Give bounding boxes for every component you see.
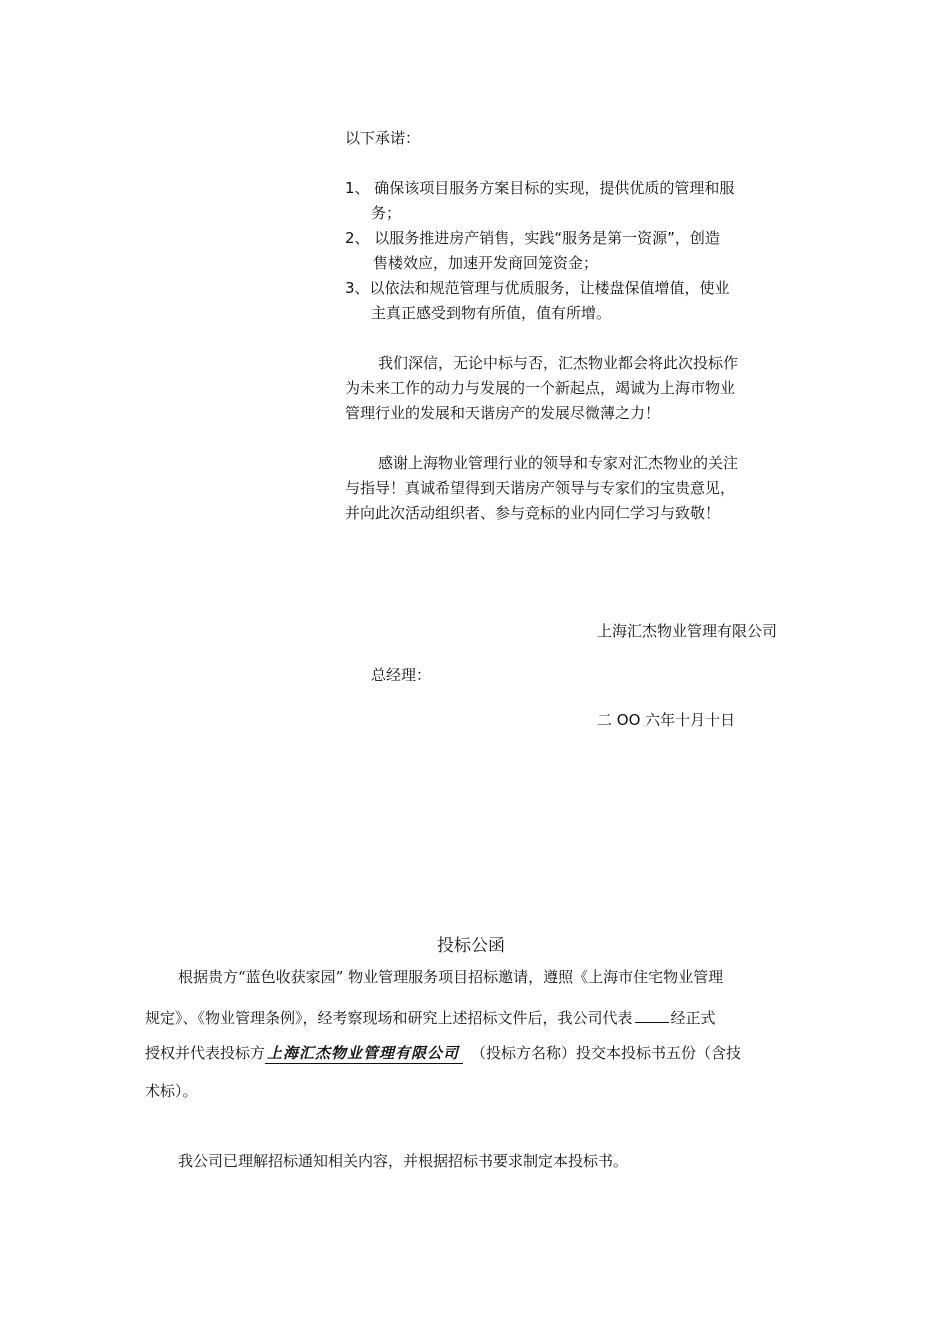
thanks-paragraph-line1: 感谢上海物业管理行业的领导和专家对汇杰物业的关注	[378, 454, 739, 472]
commitment-item-2-line1: 2、 以服务推进房产销售，实践“服务是第一资源”，创造	[345, 229, 720, 247]
letter-line-1: 根据贵方“蓝色收获家园” 物业管理服务项目招标邀请，遵照《上海市住宅物业管理	[178, 968, 724, 986]
letter-line-3	[145, 1042, 741, 1064]
letter-line-2-text: 规定》、《物业管理条例》，经考察现场和研究上述招标文件后，我公司代表	[145, 1009, 633, 1027]
letter-title: 投标公函	[437, 936, 505, 956]
thanks-paragraph-line2: 与指导！真诚希望得到天谐房产领导与专家们的宝贵意见，	[345, 479, 736, 497]
letter-line-3-text: 授权并代表投标方	[145, 1044, 266, 1062]
letter-paragraph-2: 我公司已理解招标通知相关内容，并根据招标书要求制定本投标书。	[178, 1152, 629, 1170]
commitment-item-3-line2: 主真正感受到物有所值，值有所增。	[371, 304, 612, 322]
commitment-item-3-line1: 3、以依法和规范管理与优质服务，让楼盘保值增值，使业	[345, 279, 730, 297]
letter-line-2	[145, 1004, 716, 1028]
signature-date: 二 OO 六年十月十日	[597, 711, 736, 729]
thanks-paragraph-line3: 并向此次活动组织者、参与竞标的业内同仁学习与致敬！	[345, 504, 721, 522]
bidder-company-name: 上海汇杰物业管理有限公司	[265, 1042, 463, 1064]
belief-paragraph-line1: 我们深信，无论中标与否，汇杰物业都会将此次投标作	[378, 354, 739, 372]
commitment-intro: 以下承诺：	[345, 129, 421, 147]
belief-paragraph-line3: 管理行业的发展和天谐房产的发展尽微薄之力！	[345, 404, 661, 422]
belief-paragraph-line2: 为未来工作的动力与发展的一个新起点，竭诚为上海市物业	[345, 379, 736, 397]
general-manager-label: 总经理：	[371, 666, 432, 684]
letter-line-3-end: （投标方名称）投交本投标书五份（含技	[471, 1044, 742, 1062]
letter-line-2-end: 经正式	[670, 1009, 716, 1027]
commitment-item-1-line1: 1、 确保该项目服务方案目标的实现，提供优质的管理和服	[345, 179, 735, 197]
letter-line-4: 术标）。	[145, 1082, 198, 1100]
representative-blank	[635, 1004, 669, 1023]
signature-company: 上海汇杰物业管理有限公司	[597, 622, 778, 640]
commitment-item-1-line2: 务；	[371, 204, 402, 222]
commitment-item-2-line2: 售楼效应，加速开发商回笼资金；	[373, 254, 599, 272]
